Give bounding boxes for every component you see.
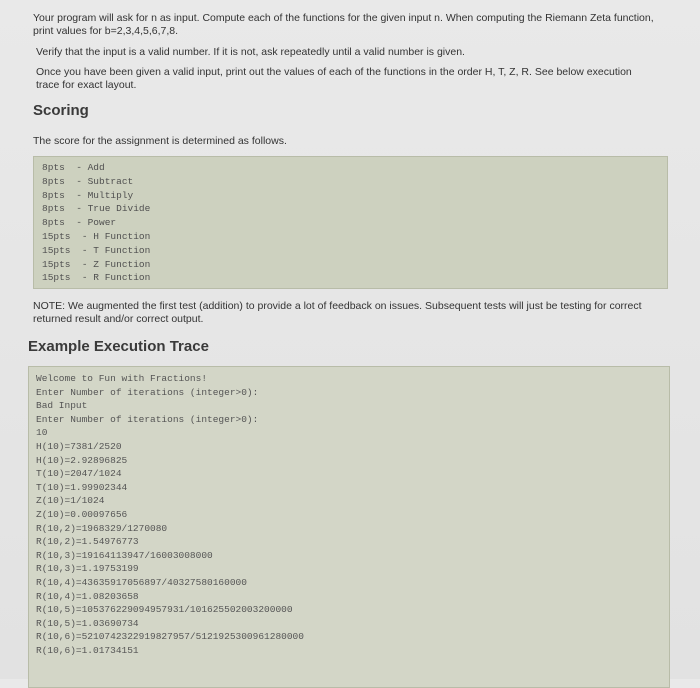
trace-lines — [29, 367, 669, 657]
trace-line: Enter Number of iterations (integer>0): — [36, 413, 259, 425]
trace-line: R(10,2)=1.54976773 — [36, 536, 139, 548]
scoring-intro: The score for the assignment is determined as follows. — [33, 135, 287, 147]
score-line: 8pts - Multiply — [42, 189, 134, 201]
example-heading: Example Execution Trace — [28, 338, 209, 355]
trace-line: R(10,5)=1.03690734 — [36, 617, 139, 629]
intro-paragraph-3: Once you have been given a valid input, print out the values of each of the functions in the order H, T, Z, R. See below execution trace for exact layout. — [36, 66, 632, 91]
trace-line: 10 — [36, 427, 48, 439]
score-line: 15pts - R Function — [42, 272, 151, 284]
trace-line: R(10,4)=1.08203658 — [36, 590, 139, 602]
scoring-heading: Scoring — [33, 102, 89, 119]
score-line: 15pts - H Function — [42, 230, 151, 242]
trace-line: R(10,4)=43635917056897/40327580160000 — [36, 576, 247, 588]
trace-line: H(10)=2.92896825 — [36, 454, 128, 466]
trace-line: R(10,5)=105376229094957931/101625502003200000 — [36, 604, 293, 616]
scoring-code-block — [33, 156, 668, 289]
trace-line: R(10,6)=1.01734151 — [36, 644, 139, 656]
trace-line: R(10,3)=19164113947/16003008000 — [36, 549, 213, 561]
trace-line: R(10,6)=5210742322919827957/5121925300961280000 — [36, 631, 304, 643]
intro-paragraph-1: Your program will ask for n as input. Compute each of the functions for the given input n. When computing the Riemann Zeta function, print values for b=2,3,4,5,6,7,8. — [33, 12, 654, 37]
score-line: 15pts - T Function — [42, 244, 151, 256]
note-paragraph: NOTE: We augmented the first test (addition) to provide a lot of feedback on issues. Subsequent tests will just be testing for correct returned result and/or correct output. — [33, 300, 642, 325]
intro-paragraph-2: Verify that the input is a valid number. If it is not, ask repeatedly until a valid number is given. — [36, 46, 465, 58]
score-line: 15pts - Z Function — [42, 258, 151, 270]
trace-line: R(10,3)=1.19753199 — [36, 563, 139, 575]
trace-line: Enter Number of iterations (integer>0): — [36, 386, 259, 398]
score-line: 8pts - Power — [42, 217, 117, 229]
trace-line: Z(10)=1/1024 — [36, 495, 105, 507]
trace-line: T(10)=1.99902344 — [36, 481, 128, 493]
trace-line: R(10,2)=1968329/1270080 — [36, 522, 168, 534]
trace-line: Bad Input — [36, 400, 88, 412]
score-line: 8pts - True Divide — [42, 203, 151, 215]
trace-line: H(10)=7381/2520 — [36, 440, 122, 452]
trace-line: Welcome to Fun with Fractions! — [36, 373, 208, 384]
trace-line: T(10)=2047/1024 — [36, 468, 122, 480]
score-line: 8pts - Subtract — [42, 175, 134, 187]
trace-line: Z(10)=0.00097656 — [36, 508, 128, 520]
scoring-lines — [34, 157, 667, 285]
execution-trace-block — [28, 366, 670, 688]
score-line: 8pts - Add — [42, 162, 105, 173]
